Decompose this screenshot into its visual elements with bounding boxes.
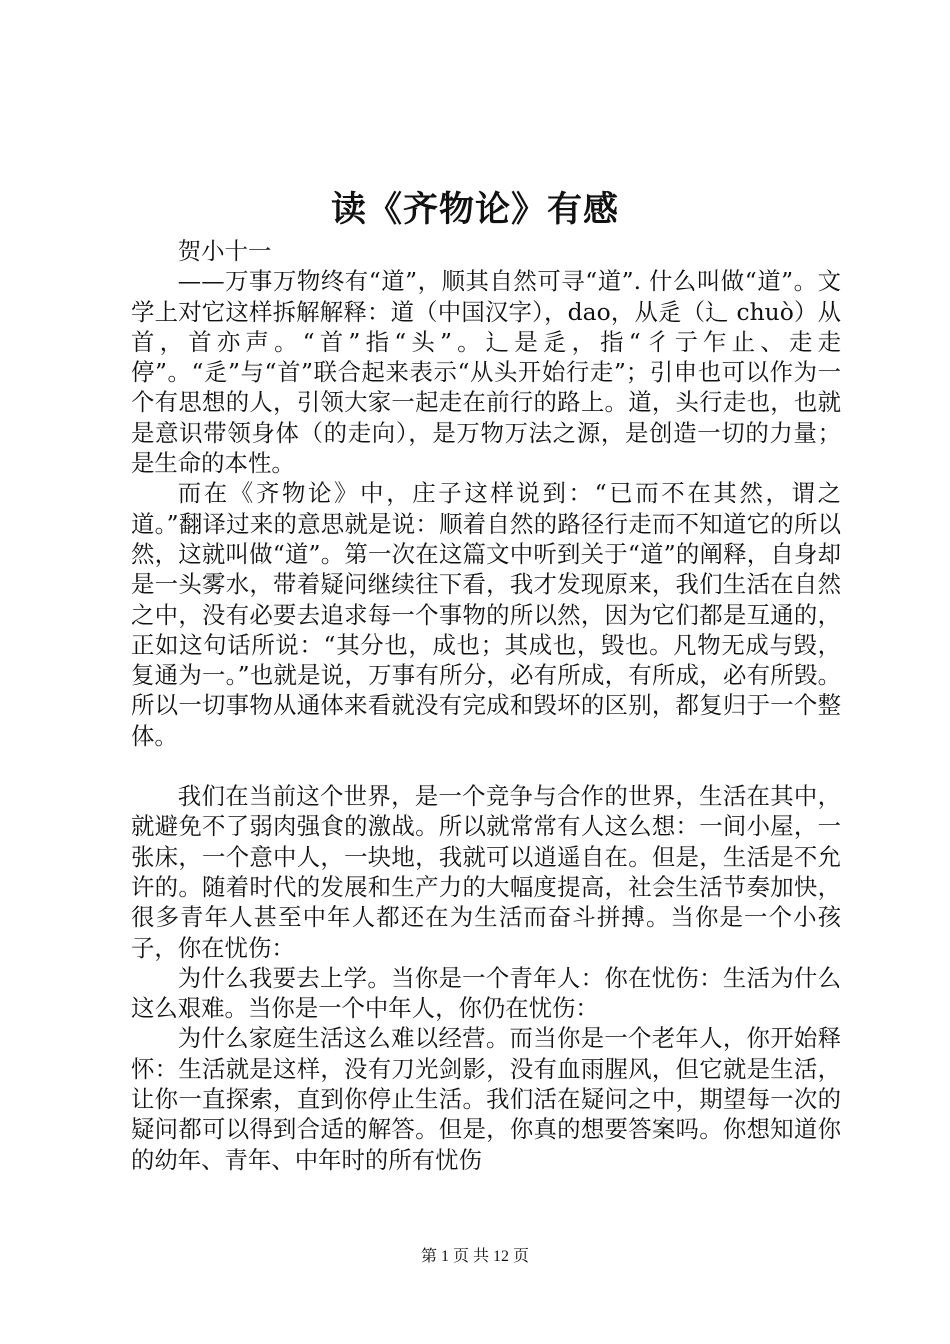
paragraph-2: 而在《齐物论》中，庄子这样说到：“已而不在其然，谓之道。”翻译过来的意思就是说：顺着自然的路径行走而不知道它的所以然，这就叫做“道”。第一次在这篇文中听到关于“道”的阐释，自身却是一头雾水，带着疑问继续往下看，我才发现原来，我们生活在自然之中，没有必要去追求每一个事物的所以然，因为它们都是互通的，正如这句话所说：“其分也，成也；其成也，毁也。凡物无成与毁，复通为一。”也就是说，万事有所分，必有所成，有所成，必有所毁。所以一切事物从通体来看就没有完成和毁坏的区别，都复归于一个整体。 — [131, 479, 841, 750]
document-title: 读《齐物论》有感 — [330, 189, 619, 230]
paragraph-4: 为什么我要去上学。当你是一个青年人：你在忧伤：生活为什么这么艰难。当你是一个中年人，你仍在忧伤： — [131, 963, 841, 1023]
document-body — [131, 236, 841, 1175]
paragraph-3: 我们在当前这个世界，是一个竞争与合作的世界，生活在其中，就避免不了弱肉强食的激战。所以就常常有人这么想：一间小屋，一张床，一个意中人，一块地，我就可以逍遥自在。但是，生活是不允许的。随着时代的发展和生产力的大幅度提高，社会生活节奏加快，很多青年人甚至中年人都还在为生活而奋斗拼搏。当你是一个小孩子，你在忧伤： — [131, 782, 841, 962]
page-footer: 第 1 页 共 12 页 — [420, 1248, 529, 1265]
paragraph-gap — [131, 751, 841, 781]
author-line: 贺小十一 — [177, 237, 272, 265]
paragraph-1: ——万事万物终有“道”，顺其自然可寻“道”. 什么叫做“道”。文学上对它这样拆解解释：道（中国汉字），dao，从辵（辶 chuò）从首，首亦声。“首”指“头”。辶是辵，指“彳亍乍止、走走停”。“辵”与“首”联合起来表示“从头开始行走”；引申也可以作为一个有思想的人，引领大家一起走在前行的路上。道，头行走也，也就是意识带领身体（的走向），是万物万法之源，是创造一切的力量；是生命的本性。 — [131, 267, 841, 478]
paragraph-5: 为什么家庭生活这么难以经营。而当你是一个老年人，你开始释怀：生活就是这样，没有刀光剑影，没有血雨腥风，但它就是生活，让你一直探索，直到你停止生活。我们活在疑问之中，期望每一次的疑问都可以得到合适的解答。但是，你真的想要答案吗。你想知道你的幼年、青年、中年时的所有忧伤 — [131, 1024, 841, 1174]
